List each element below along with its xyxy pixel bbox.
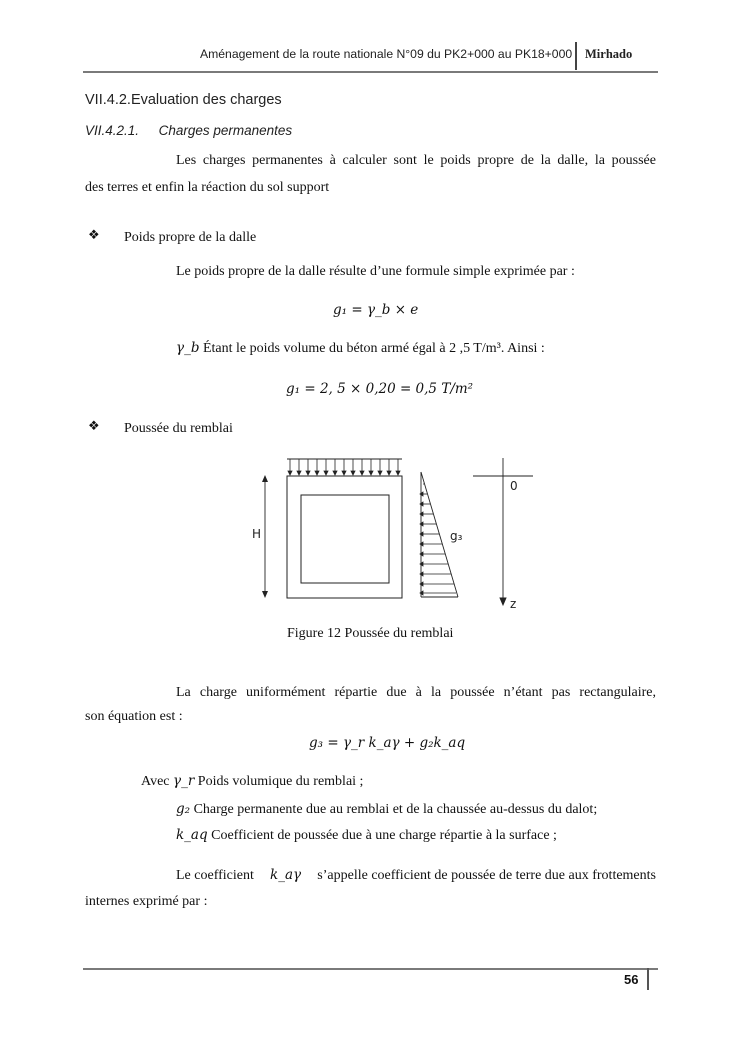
figure-caption: Figure 12 Poussée du remblai — [287, 626, 454, 641]
label-H: H — [252, 527, 262, 541]
label-origin: 0 — [510, 479, 518, 493]
avec-word: Avec — [141, 774, 170, 789]
kaq-text: Coefficient de poussée due à une charge répartie à la surface ; — [211, 828, 557, 843]
coef-text: s’appelle coefficient de poussée de terre due aux frottements — [317, 868, 656, 883]
height-dimension — [262, 475, 268, 598]
coefficient-line-1 — [176, 862, 656, 889]
figure-poussee-remblai — [240, 450, 540, 620]
gamma-definition — [176, 335, 545, 362]
coef-intro: Le coefficient — [176, 868, 254, 883]
subsection-heading — [85, 123, 292, 138]
gamma-b-symbol: γ_b — [176, 340, 200, 356]
section-heading: VII.4.2.Evaluation des charges — [85, 92, 282, 108]
definition-g2 — [176, 796, 597, 823]
footer-rule — [83, 968, 658, 970]
bullet-icon: ❖ — [88, 418, 100, 433]
intro-line-2: des terres et enfin la réaction du sol support — [85, 180, 330, 195]
dalot-inner — [301, 495, 389, 583]
coefficient-line-2: internes exprimé par : — [85, 894, 208, 909]
remblai-text-line-1: La charge uniformément répartie due à la poussée n’étant pas rectangulaire, — [176, 685, 656, 700]
header-rule — [83, 71, 658, 73]
subsection-number: VII.4.2.1. — [85, 123, 140, 138]
bullet-icon: ❖ — [88, 227, 100, 242]
header-title: Aménagement de la route nationale N°09 du PK2+000 au PK18+000 — [200, 47, 573, 61]
dalot-outer — [287, 476, 402, 598]
subsection-title: Charges permanentes — [158, 123, 293, 138]
definition-kaq — [176, 822, 557, 849]
bullet-label-remblai: Poussée du remblai — [124, 421, 233, 436]
z-axis — [473, 458, 533, 605]
gamma-r-symbol: γ_r — [173, 773, 195, 789]
label-z: z — [510, 597, 517, 611]
equation-g1-value: g₁ = 2, 5 × 0,20 = 0,5 T/m² — [286, 381, 474, 397]
load-arrows — [288, 459, 400, 475]
gamma-r-text: Poids volumique du remblai ; — [197, 774, 364, 789]
equation-g1: g₁ = γ_b × e — [333, 302, 419, 318]
intro-line-1: Les charges permanentes à calculer sont le poids propre de la dalle, la poussée — [176, 153, 656, 168]
header-separator — [575, 42, 577, 70]
bullet-label-poids: Poids propre de la dalle — [124, 230, 257, 245]
header-brand: Mirhado — [585, 47, 633, 61]
kaq-symbol: k_aq — [176, 827, 208, 843]
kay-symbol: k_aγ — [270, 867, 302, 883]
footer-separator — [647, 968, 649, 990]
label-g3: g₃ — [450, 529, 463, 543]
equation-g3: g₃ = γ_r k_aγ + g₂k_aq — [309, 735, 466, 751]
gamma-b-text: Étant le poids volume du béton armé égal à 2 ,5 T/m³. Ainsi : — [202, 341, 545, 356]
remblai-text-line-2: son équation est : — [85, 709, 183, 724]
g2-symbol: g₂ — [176, 801, 191, 817]
page-number: 56 — [624, 972, 639, 987]
definition-gamma-r — [141, 768, 363, 795]
poids-text: Le poids propre de la dalle résulte d’une formule simple exprimée par : — [176, 264, 575, 279]
g2-text: Charge permanente due au remblai et de la chaussée au-dessus du dalot; — [193, 802, 598, 817]
